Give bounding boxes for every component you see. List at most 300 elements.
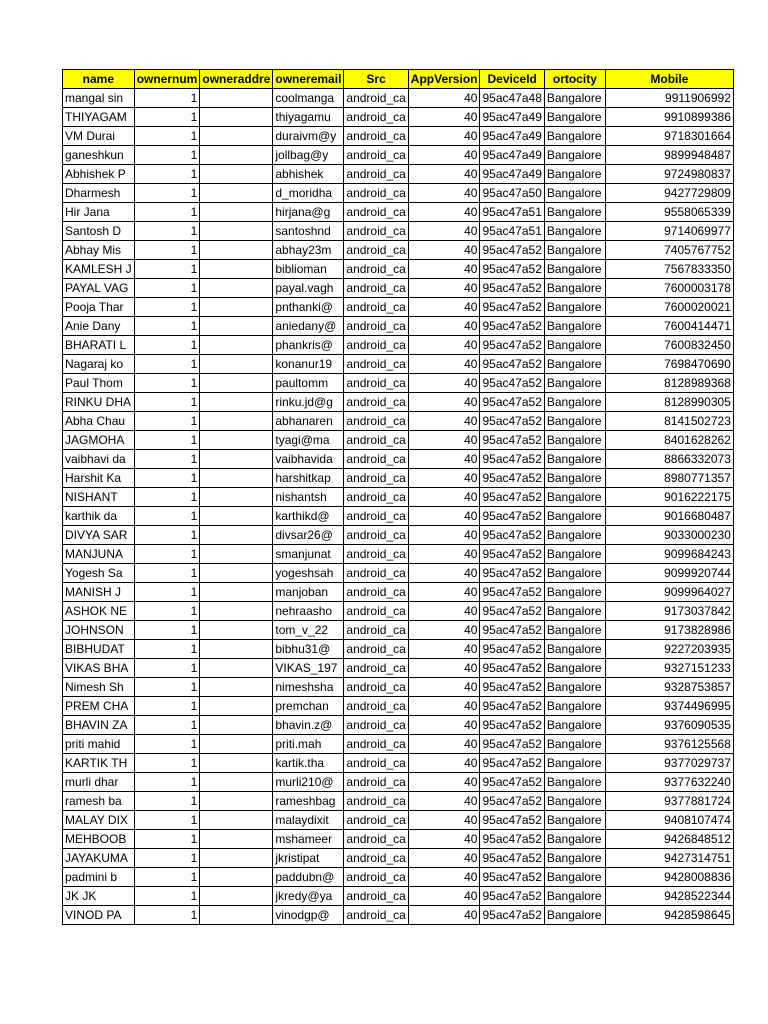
- cell-city[interactable]: Bangalore: [544, 222, 605, 241]
- cell-owneraddress[interactable]: [200, 488, 273, 507]
- cell-appversion[interactable]: 40: [408, 184, 480, 203]
- cell-city[interactable]: Bangalore: [544, 754, 605, 773]
- cell-owneremail[interactable]: paultomm: [273, 374, 344, 393]
- cell-name[interactable]: MANJUNA: [63, 545, 135, 564]
- cell-deviceid[interactable]: 95ac47a52: [480, 868, 544, 887]
- cell-ownernum[interactable]: 1: [134, 773, 200, 792]
- cell-appversion[interactable]: 40: [408, 545, 480, 564]
- cell-mobile[interactable]: 9327151233: [605, 659, 733, 678]
- cell-ownernum[interactable]: 1: [134, 678, 200, 697]
- cell-owneraddress[interactable]: [200, 678, 273, 697]
- cell-appversion[interactable]: 40: [408, 773, 480, 792]
- cell-owneraddress[interactable]: [200, 146, 273, 165]
- cell-appversion[interactable]: 40: [408, 89, 480, 108]
- cell-ownernum[interactable]: 1: [134, 507, 200, 526]
- cell-appversion[interactable]: 40: [408, 754, 480, 773]
- cell-ownernum[interactable]: 1: [134, 849, 200, 868]
- cell-src[interactable]: android_ca: [344, 564, 408, 583]
- cell-ownernum[interactable]: 1: [134, 89, 200, 108]
- cell-city[interactable]: Bangalore: [544, 906, 605, 925]
- cell-city[interactable]: Bangalore: [544, 431, 605, 450]
- cell-city[interactable]: Bangalore: [544, 773, 605, 792]
- cell-owneremail[interactable]: santoshnd: [273, 222, 344, 241]
- cell-ownernum[interactable]: 1: [134, 887, 200, 906]
- cell-owneremail[interactable]: malaydixit: [273, 811, 344, 830]
- cell-city[interactable]: Bangalore: [544, 602, 605, 621]
- cell-city[interactable]: Bangalore: [544, 545, 605, 564]
- cell-owneremail[interactable]: tyagi@ma: [273, 431, 344, 450]
- cell-owneraddress[interactable]: [200, 583, 273, 602]
- cell-city[interactable]: Bangalore: [544, 374, 605, 393]
- cell-mobile[interactable]: 9377632240: [605, 773, 733, 792]
- cell-name[interactable]: mangal sin: [63, 89, 135, 108]
- cell-city[interactable]: Bangalore: [544, 640, 605, 659]
- cell-ownernum[interactable]: 1: [134, 127, 200, 146]
- cell-owneremail[interactable]: karthikd@: [273, 507, 344, 526]
- cell-src[interactable]: android_ca: [344, 374, 408, 393]
- cell-src[interactable]: android_ca: [344, 279, 408, 298]
- cell-city[interactable]: Bangalore: [544, 659, 605, 678]
- cell-ownernum[interactable]: 1: [134, 317, 200, 336]
- cell-name[interactable]: KAMLESH J: [63, 260, 135, 279]
- cell-owneremail[interactable]: mshameer: [273, 830, 344, 849]
- cell-ownernum[interactable]: 1: [134, 279, 200, 298]
- cell-deviceid[interactable]: 95ac47a50: [480, 184, 544, 203]
- cell-owneraddress[interactable]: [200, 222, 273, 241]
- cell-name[interactable]: PAYAL VAG: [63, 279, 135, 298]
- cell-deviceid[interactable]: 95ac47a52: [480, 583, 544, 602]
- cell-owneremail[interactable]: rameshbag: [273, 792, 344, 811]
- cell-name[interactable]: JK JK: [63, 887, 135, 906]
- cell-src[interactable]: android_ca: [344, 678, 408, 697]
- cell-src[interactable]: android_ca: [344, 469, 408, 488]
- cell-deviceid[interactable]: 95ac47a52: [480, 773, 544, 792]
- cell-name[interactable]: Santosh D: [63, 222, 135, 241]
- cell-city[interactable]: Bangalore: [544, 735, 605, 754]
- cell-name[interactable]: Abha Chau: [63, 412, 135, 431]
- cell-mobile[interactable]: 9173037842: [605, 602, 733, 621]
- cell-appversion[interactable]: 40: [408, 526, 480, 545]
- cell-ownernum[interactable]: 1: [134, 526, 200, 545]
- cell-city[interactable]: Bangalore: [544, 393, 605, 412]
- cell-mobile[interactable]: 9377881724: [605, 792, 733, 811]
- cell-city[interactable]: Bangalore: [544, 868, 605, 887]
- cell-appversion[interactable]: 40: [408, 450, 480, 469]
- cell-src[interactable]: android_ca: [344, 355, 408, 374]
- cell-city[interactable]: Bangalore: [544, 678, 605, 697]
- cell-deviceid[interactable]: 95ac47a52: [480, 431, 544, 450]
- cell-owneraddress[interactable]: [200, 697, 273, 716]
- cell-owneraddress[interactable]: [200, 621, 273, 640]
- cell-deviceid[interactable]: 95ac47a52: [480, 621, 544, 640]
- cell-city[interactable]: Bangalore: [544, 165, 605, 184]
- cell-owneremail[interactable]: rinku.jd@g: [273, 393, 344, 412]
- cell-city[interactable]: Bangalore: [544, 260, 605, 279]
- cell-name[interactable]: Abhay Mis: [63, 241, 135, 260]
- cell-name[interactable]: PREM CHA: [63, 697, 135, 716]
- cell-deviceid[interactable]: 95ac47a52: [480, 317, 544, 336]
- cell-owneremail[interactable]: konanur19: [273, 355, 344, 374]
- cell-src[interactable]: android_ca: [344, 621, 408, 640]
- cell-mobile[interactable]: 9724980837: [605, 165, 733, 184]
- cell-owneraddress[interactable]: [200, 640, 273, 659]
- cell-ownernum[interactable]: 1: [134, 640, 200, 659]
- cell-city[interactable]: Bangalore: [544, 621, 605, 640]
- cell-mobile[interactable]: 9099964027: [605, 583, 733, 602]
- cell-appversion[interactable]: 40: [408, 241, 480, 260]
- cell-name[interactable]: Hir Jana: [63, 203, 135, 222]
- cell-src[interactable]: android_ca: [344, 773, 408, 792]
- cell-owneraddress[interactable]: [200, 184, 273, 203]
- cell-appversion[interactable]: 40: [408, 127, 480, 146]
- cell-ownernum[interactable]: 1: [134, 450, 200, 469]
- cell-ownernum[interactable]: 1: [134, 336, 200, 355]
- cell-src[interactable]: android_ca: [344, 165, 408, 184]
- cell-mobile[interactable]: 7698470690: [605, 355, 733, 374]
- cell-city[interactable]: Bangalore: [544, 317, 605, 336]
- cell-ownernum[interactable]: 1: [134, 697, 200, 716]
- cell-city[interactable]: Bangalore: [544, 792, 605, 811]
- cell-appversion[interactable]: 40: [408, 887, 480, 906]
- cell-city[interactable]: Bangalore: [544, 184, 605, 203]
- cell-deviceid[interactable]: 95ac47a52: [480, 488, 544, 507]
- cell-owneremail[interactable]: murli210@: [273, 773, 344, 792]
- cell-ownernum[interactable]: 1: [134, 830, 200, 849]
- cell-owneremail[interactable]: pnthanki@: [273, 298, 344, 317]
- cell-owneraddress[interactable]: [200, 811, 273, 830]
- cell-mobile[interactable]: 8980771357: [605, 469, 733, 488]
- cell-name[interactable]: priti mahid: [63, 735, 135, 754]
- cell-mobile[interactable]: 9099920744: [605, 564, 733, 583]
- cell-deviceid[interactable]: 95ac47a52: [480, 811, 544, 830]
- cell-ownernum[interactable]: 1: [134, 716, 200, 735]
- cell-mobile[interactable]: 8128989368: [605, 374, 733, 393]
- cell-owneremail[interactable]: bhavin.z@: [273, 716, 344, 735]
- cell-deviceid[interactable]: 95ac47a52: [480, 754, 544, 773]
- cell-city[interactable]: Bangalore: [544, 507, 605, 526]
- cell-mobile[interactable]: 9328753857: [605, 678, 733, 697]
- cell-deviceid[interactable]: 95ac47a51: [480, 203, 544, 222]
- cell-appversion[interactable]: 40: [408, 792, 480, 811]
- cell-appversion[interactable]: 40: [408, 298, 480, 317]
- cell-owneraddress[interactable]: [200, 108, 273, 127]
- cell-ownernum[interactable]: 1: [134, 564, 200, 583]
- cell-ownernum[interactable]: 1: [134, 393, 200, 412]
- cell-deviceid[interactable]: 95ac47a52: [480, 640, 544, 659]
- cell-ownernum[interactable]: 1: [134, 906, 200, 925]
- cell-src[interactable]: android_ca: [344, 830, 408, 849]
- cell-owneremail[interactable]: jkredy@ya: [273, 887, 344, 906]
- cell-city[interactable]: Bangalore: [544, 450, 605, 469]
- cell-owneraddress[interactable]: [200, 336, 273, 355]
- header-cell-appversion[interactable]: AppVersion: [408, 70, 480, 89]
- cell-mobile[interactable]: 9173828986: [605, 621, 733, 640]
- cell-owneremail[interactable]: nehraasho: [273, 602, 344, 621]
- cell-deviceid[interactable]: 95ac47a52: [480, 507, 544, 526]
- cell-mobile[interactable]: 9899948487: [605, 146, 733, 165]
- cell-deviceid[interactable]: 95ac47a52: [480, 678, 544, 697]
- cell-owneraddress[interactable]: [200, 792, 273, 811]
- header-cell-city[interactable]: ortocity: [544, 70, 605, 89]
- cell-src[interactable]: android_ca: [344, 640, 408, 659]
- cell-ownernum[interactable]: 1: [134, 583, 200, 602]
- cell-appversion[interactable]: 40: [408, 849, 480, 868]
- cell-deviceid[interactable]: 95ac47a52: [480, 260, 544, 279]
- cell-owneremail[interactable]: vaibhavida: [273, 450, 344, 469]
- cell-deviceid[interactable]: 95ac47a52: [480, 830, 544, 849]
- cell-appversion[interactable]: 40: [408, 279, 480, 298]
- cell-owneraddress[interactable]: [200, 469, 273, 488]
- cell-deviceid[interactable]: 95ac47a52: [480, 450, 544, 469]
- cell-city[interactable]: Bangalore: [544, 412, 605, 431]
- cell-src[interactable]: android_ca: [344, 545, 408, 564]
- cell-city[interactable]: Bangalore: [544, 849, 605, 868]
- cell-appversion[interactable]: 40: [408, 393, 480, 412]
- cell-owneremail[interactable]: d_moridha: [273, 184, 344, 203]
- cell-owneremail[interactable]: jkristipat: [273, 849, 344, 868]
- cell-mobile[interactable]: 9033000230: [605, 526, 733, 545]
- cell-name[interactable]: Yogesh Sa: [63, 564, 135, 583]
- cell-owneraddress[interactable]: [200, 830, 273, 849]
- cell-src[interactable]: android_ca: [344, 89, 408, 108]
- cell-owneraddress[interactable]: [200, 602, 273, 621]
- header-cell-ownernum[interactable]: ownernum: [134, 70, 200, 89]
- cell-ownernum[interactable]: 1: [134, 868, 200, 887]
- cell-appversion[interactable]: 40: [408, 260, 480, 279]
- cell-appversion[interactable]: 40: [408, 678, 480, 697]
- cell-owneremail[interactable]: duraivm@y: [273, 127, 344, 146]
- cell-owneremail[interactable]: jollbag@y: [273, 146, 344, 165]
- cell-name[interactable]: MANISH J: [63, 583, 135, 602]
- cell-owneraddress[interactable]: [200, 317, 273, 336]
- cell-appversion[interactable]: 40: [408, 830, 480, 849]
- cell-src[interactable]: android_ca: [344, 431, 408, 450]
- cell-city[interactable]: Bangalore: [544, 488, 605, 507]
- cell-src[interactable]: android_ca: [344, 146, 408, 165]
- cell-src[interactable]: android_ca: [344, 241, 408, 260]
- cell-city[interactable]: Bangalore: [544, 203, 605, 222]
- cell-src[interactable]: android_ca: [344, 488, 408, 507]
- cell-owneraddress[interactable]: [200, 431, 273, 450]
- header-cell-owneraddress[interactable]: owneraddre: [200, 70, 273, 89]
- header-cell-mobile[interactable]: Mobile: [605, 70, 733, 89]
- cell-mobile[interactable]: 9227203935: [605, 640, 733, 659]
- cell-mobile[interactable]: 9016222175: [605, 488, 733, 507]
- cell-owneraddress[interactable]: [200, 450, 273, 469]
- cell-deviceid[interactable]: 95ac47a52: [480, 735, 544, 754]
- cell-appversion[interactable]: 40: [408, 488, 480, 507]
- cell-deviceid[interactable]: 95ac47a52: [480, 374, 544, 393]
- cell-city[interactable]: Bangalore: [544, 298, 605, 317]
- cell-mobile[interactable]: 9714069977: [605, 222, 733, 241]
- cell-name[interactable]: murli dhar: [63, 773, 135, 792]
- cell-appversion[interactable]: 40: [408, 165, 480, 184]
- cell-owneraddress[interactable]: [200, 716, 273, 735]
- cell-city[interactable]: Bangalore: [544, 108, 605, 127]
- cell-deviceid[interactable]: 95ac47a49: [480, 146, 544, 165]
- cell-appversion[interactable]: 40: [408, 469, 480, 488]
- cell-appversion[interactable]: 40: [408, 868, 480, 887]
- cell-src[interactable]: android_ca: [344, 754, 408, 773]
- cell-appversion[interactable]: 40: [408, 583, 480, 602]
- cell-owneremail[interactable]: payal.vagh: [273, 279, 344, 298]
- cell-appversion[interactable]: 40: [408, 146, 480, 165]
- cell-name[interactable]: RINKU DHA: [63, 393, 135, 412]
- cell-city[interactable]: Bangalore: [544, 469, 605, 488]
- cell-deviceid[interactable]: 95ac47a52: [480, 355, 544, 374]
- cell-src[interactable]: android_ca: [344, 811, 408, 830]
- cell-src[interactable]: android_ca: [344, 887, 408, 906]
- cell-mobile[interactable]: 9911906992: [605, 89, 733, 108]
- cell-mobile[interactable]: 9427729809: [605, 184, 733, 203]
- cell-city[interactable]: Bangalore: [544, 716, 605, 735]
- cell-owneremail[interactable]: abhay23m: [273, 241, 344, 260]
- cell-mobile[interactable]: 8866332073: [605, 450, 733, 469]
- cell-mobile[interactable]: 9376125568: [605, 735, 733, 754]
- cell-name[interactable]: Nagaraj ko: [63, 355, 135, 374]
- cell-city[interactable]: Bangalore: [544, 830, 605, 849]
- cell-appversion[interactable]: 40: [408, 203, 480, 222]
- cell-owneremail[interactable]: bibhu31@: [273, 640, 344, 659]
- cell-name[interactable]: ramesh ba: [63, 792, 135, 811]
- cell-deviceid[interactable]: 95ac47a52: [480, 336, 544, 355]
- cell-src[interactable]: android_ca: [344, 735, 408, 754]
- cell-deviceid[interactable]: 95ac47a52: [480, 602, 544, 621]
- cell-name[interactable]: JAYAKUMA: [63, 849, 135, 868]
- cell-deviceid[interactable]: 95ac47a52: [480, 298, 544, 317]
- cell-mobile[interactable]: 9428598645: [605, 906, 733, 925]
- cell-src[interactable]: android_ca: [344, 317, 408, 336]
- cell-mobile[interactable]: 7567833350: [605, 260, 733, 279]
- cell-ownernum[interactable]: 1: [134, 146, 200, 165]
- cell-appversion[interactable]: 40: [408, 108, 480, 127]
- cell-deviceid[interactable]: 95ac47a49: [480, 127, 544, 146]
- cell-owneraddress[interactable]: [200, 887, 273, 906]
- cell-appversion[interactable]: 40: [408, 602, 480, 621]
- cell-owneraddress[interactable]: [200, 241, 273, 260]
- cell-ownernum[interactable]: 1: [134, 792, 200, 811]
- cell-city[interactable]: Bangalore: [544, 89, 605, 108]
- cell-src[interactable]: android_ca: [344, 849, 408, 868]
- cell-deviceid[interactable]: 95ac47a49: [480, 165, 544, 184]
- cell-name[interactable]: ASHOK NE: [63, 602, 135, 621]
- cell-deviceid[interactable]: 95ac47a51: [480, 222, 544, 241]
- cell-src[interactable]: android_ca: [344, 659, 408, 678]
- cell-owneremail[interactable]: paddubn@: [273, 868, 344, 887]
- cell-name[interactable]: BHAVIN ZA: [63, 716, 135, 735]
- cell-owneraddress[interactable]: [200, 393, 273, 412]
- cell-owneraddress[interactable]: [200, 906, 273, 925]
- cell-owneremail[interactable]: VIKAS_197: [273, 659, 344, 678]
- cell-owneraddress[interactable]: [200, 507, 273, 526]
- cell-ownernum[interactable]: 1: [134, 241, 200, 260]
- cell-mobile[interactable]: 9426848512: [605, 830, 733, 849]
- cell-ownernum[interactable]: 1: [134, 545, 200, 564]
- cell-ownernum[interactable]: 1: [134, 355, 200, 374]
- header-cell-src[interactable]: Src: [344, 70, 408, 89]
- cell-owneraddress[interactable]: [200, 374, 273, 393]
- cell-city[interactable]: Bangalore: [544, 279, 605, 298]
- cell-deviceid[interactable]: 95ac47a52: [480, 697, 544, 716]
- cell-owneraddress[interactable]: [200, 754, 273, 773]
- cell-name[interactable]: BIBHUDAT: [63, 640, 135, 659]
- cell-ownernum[interactable]: 1: [134, 298, 200, 317]
- cell-appversion[interactable]: 40: [408, 716, 480, 735]
- cell-src[interactable]: android_ca: [344, 127, 408, 146]
- cell-src[interactable]: android_ca: [344, 260, 408, 279]
- cell-owneraddress[interactable]: [200, 564, 273, 583]
- cell-appversion[interactable]: 40: [408, 564, 480, 583]
- cell-owneremail[interactable]: nimeshsha: [273, 678, 344, 697]
- cell-name[interactable]: JAGMOHA: [63, 431, 135, 450]
- cell-owneraddress[interactable]: [200, 260, 273, 279]
- cell-ownernum[interactable]: 1: [134, 735, 200, 754]
- cell-name[interactable]: THIYAGAM: [63, 108, 135, 127]
- cell-appversion[interactable]: 40: [408, 735, 480, 754]
- cell-name[interactable]: VIKAS BHA: [63, 659, 135, 678]
- cell-mobile[interactable]: 9718301664: [605, 127, 733, 146]
- cell-name[interactable]: MALAY DIX: [63, 811, 135, 830]
- cell-owneremail[interactable]: abhanaren: [273, 412, 344, 431]
- cell-owneremail[interactable]: manjoban: [273, 583, 344, 602]
- cell-mobile[interactable]: 9427314751: [605, 849, 733, 868]
- cell-owneraddress[interactable]: [200, 127, 273, 146]
- cell-appversion[interactable]: 40: [408, 222, 480, 241]
- cell-deviceid[interactable]: 95ac47a52: [480, 279, 544, 298]
- cell-owneremail[interactable]: divsar26@: [273, 526, 344, 545]
- cell-mobile[interactable]: 9016680487: [605, 507, 733, 526]
- cell-appversion[interactable]: 40: [408, 621, 480, 640]
- cell-ownernum[interactable]: 1: [134, 431, 200, 450]
- cell-src[interactable]: android_ca: [344, 697, 408, 716]
- cell-name[interactable]: Paul Thom: [63, 374, 135, 393]
- cell-name[interactable]: BHARATI L: [63, 336, 135, 355]
- cell-src[interactable]: android_ca: [344, 450, 408, 469]
- cell-mobile[interactable]: 9428522344: [605, 887, 733, 906]
- cell-deviceid[interactable]: 95ac47a52: [480, 545, 544, 564]
- cell-ownernum[interactable]: 1: [134, 165, 200, 184]
- cell-owneraddress[interactable]: [200, 279, 273, 298]
- cell-owneraddress[interactable]: [200, 868, 273, 887]
- cell-name[interactable]: ganeshkun: [63, 146, 135, 165]
- cell-mobile[interactable]: 9408107474: [605, 811, 733, 830]
- cell-name[interactable]: Anie Dany: [63, 317, 135, 336]
- cell-owneremail[interactable]: abhishek: [273, 165, 344, 184]
- cell-city[interactable]: Bangalore: [544, 564, 605, 583]
- cell-name[interactable]: vaibhavi da: [63, 450, 135, 469]
- cell-appversion[interactable]: 40: [408, 507, 480, 526]
- cell-appversion[interactable]: 40: [408, 659, 480, 678]
- cell-src[interactable]: android_ca: [344, 906, 408, 925]
- cell-ownernum[interactable]: 1: [134, 108, 200, 127]
- cell-owneremail[interactable]: kartik.tha: [273, 754, 344, 773]
- cell-owneremail[interactable]: coolmanga: [273, 89, 344, 108]
- cell-deviceid[interactable]: 95ac47a52: [480, 526, 544, 545]
- cell-ownernum[interactable]: 1: [134, 222, 200, 241]
- cell-mobile[interactable]: 8141502723: [605, 412, 733, 431]
- cell-city[interactable]: Bangalore: [544, 697, 605, 716]
- cell-owneremail[interactable]: tom_v_22: [273, 621, 344, 640]
- cell-deviceid[interactable]: 95ac47a52: [480, 412, 544, 431]
- cell-ownernum[interactable]: 1: [134, 659, 200, 678]
- cell-appversion[interactable]: 40: [408, 697, 480, 716]
- cell-city[interactable]: Bangalore: [544, 583, 605, 602]
- cell-owneremail[interactable]: thiyagamu: [273, 108, 344, 127]
- cell-deviceid[interactable]: 95ac47a52: [480, 241, 544, 260]
- cell-src[interactable]: android_ca: [344, 336, 408, 355]
- cell-owneraddress[interactable]: [200, 773, 273, 792]
- cell-owneraddress[interactable]: [200, 545, 273, 564]
